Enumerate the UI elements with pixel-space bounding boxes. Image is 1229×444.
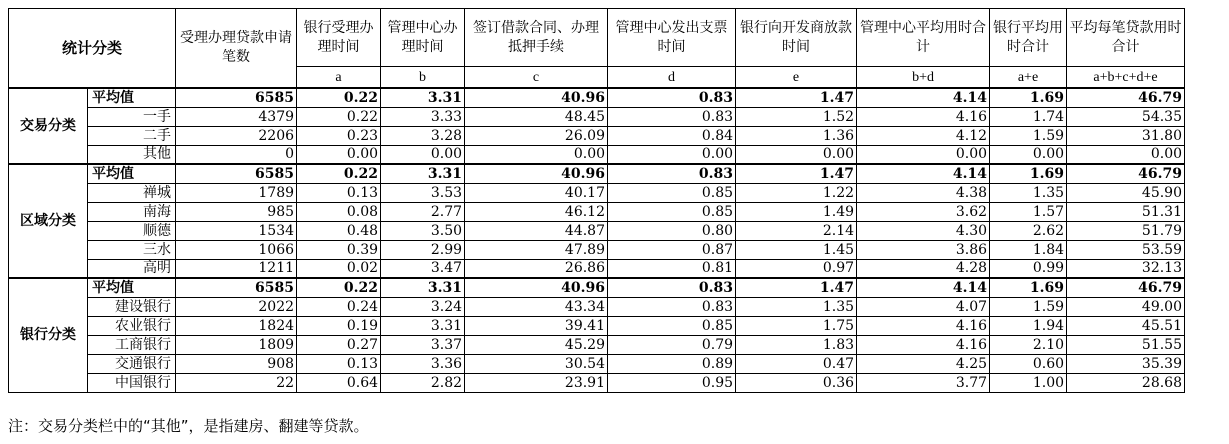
table-cell: 4.28 [857,259,990,278]
table-cell: 0.00 [465,145,608,164]
column-header: 管理中心发出支票时间 [608,9,736,67]
table-cell: 1.69 [990,164,1067,183]
table-cell: 51.55 [1067,335,1185,354]
table-cell: 45.51 [1067,316,1185,335]
row-label: 三水 [88,240,176,259]
row-label: 中国银行 [88,373,176,392]
table-cell: 0.64 [297,373,381,392]
table-cell: 1.47 [736,164,857,183]
table-row [9,183,1185,202]
table-cell: 46.12 [465,202,608,221]
table-cell: 2.77 [381,202,465,221]
table-cell: 0.97 [736,259,857,278]
column-header: 银行受理办理时间 [297,9,381,67]
table-cell: 1.69 [990,88,1067,107]
table-cell: 45.29 [465,335,608,354]
table-cell: 4.16 [857,335,990,354]
table-cell: 1.35 [736,297,857,316]
table-cell: 1066 [176,240,297,259]
table-cell: 45.90 [1067,183,1185,202]
table-body [9,88,1185,392]
table-cell: 0 [176,145,297,164]
table-cell: 0.22 [297,88,381,107]
table-cell: 0.84 [608,126,736,145]
column-header: 平均每笔贷款用时合计 [1067,9,1185,67]
table-cell: 2.62 [990,221,1067,240]
table-cell: 1.47 [736,88,857,107]
column-formula: e [736,67,857,89]
table-cell: 3.28 [381,126,465,145]
table-cell: 2.14 [736,221,857,240]
table-cell: 46.79 [1067,88,1185,107]
table-cell: 51.79 [1067,221,1185,240]
group-label: 交易分类 [9,88,88,164]
group-label: 区域分类 [9,164,88,278]
table-cell: 6585 [176,88,297,107]
table-cell: 0.83 [608,88,736,107]
table-cell: 2022 [176,297,297,316]
footnote: 注：交易分类栏中的“其他”，是指建房、翻建等贷款。 [8,417,369,435]
table-cell: 4.16 [857,107,990,126]
table-row [9,316,1185,335]
table-cell: 0.87 [608,240,736,259]
column-header: 管理中心平均用时合计 [857,9,990,67]
table-cell: 0.00 [857,145,990,164]
table-cell: 40.96 [465,278,608,297]
table-cell: 26.86 [465,259,608,278]
table-cell: 1.35 [990,183,1067,202]
table-cell: 1.00 [990,373,1067,392]
column-formula: d [608,67,736,89]
table-cell: 1.83 [736,335,857,354]
table-row [9,145,1185,164]
table-row [9,354,1185,373]
table-cell: 3.50 [381,221,465,240]
table-cell: 1.84 [990,240,1067,259]
table-cell: 4.12 [857,126,990,145]
table-cell: 23.91 [465,373,608,392]
table-cell: 3.47 [381,259,465,278]
table-cell: 0.83 [608,164,736,183]
table-cell: 4.16 [857,316,990,335]
corner-label: 统计分类 [9,9,176,89]
table-cell: 3.36 [381,354,465,373]
table-cell: 4.25 [857,354,990,373]
table-cell: 4379 [176,107,297,126]
table-cell: 1809 [176,335,297,354]
row-label: 平均值 [88,88,176,107]
table-cell: 3.37 [381,335,465,354]
table-cell: 46.79 [1067,164,1185,183]
table-cell: 1.74 [990,107,1067,126]
table-cell: 0.85 [608,183,736,202]
column-formula: a+e [990,67,1067,89]
table-cell: 4.07 [857,297,990,316]
table-cell: 2.99 [381,240,465,259]
table-cell: 40.17 [465,183,608,202]
table-cell: 32.13 [1067,259,1185,278]
table-row [9,164,1185,183]
table-row [9,107,1185,126]
table-cell: 1.59 [990,126,1067,145]
table-cell: 0.02 [297,259,381,278]
table-cell: 39.41 [465,316,608,335]
table-cell: 31.80 [1067,126,1185,145]
table-cell: 1.47 [736,278,857,297]
table-cell: 0.36 [736,373,857,392]
table-cell: 908 [176,354,297,373]
row-label: 其他 [88,145,176,164]
row-label: 平均值 [88,164,176,183]
table-cell: 0.39 [297,240,381,259]
table-cell: 0.95 [608,373,736,392]
table-row [9,88,1185,107]
row-label: 工商银行 [88,335,176,354]
table-cell: 1.69 [990,278,1067,297]
table-cell: 3.31 [381,278,465,297]
table-row [9,126,1185,145]
table-cell: 0.00 [297,145,381,164]
table-cell: 26.09 [465,126,608,145]
table-cell: 1211 [176,259,297,278]
table-cell: 6585 [176,164,297,183]
row-label: 平均值 [88,278,176,297]
statistics-table [8,8,1185,393]
table-row [9,259,1185,278]
column-header: 银行向开发商放款时间 [736,9,857,67]
table-cell: 28.68 [1067,373,1185,392]
table-cell: 1.22 [736,183,857,202]
row-label: 一手 [88,107,176,126]
table-cell: 0.99 [990,259,1067,278]
table-cell: 1789 [176,183,297,202]
table-cell: 0.19 [297,316,381,335]
table-cell: 4.38 [857,183,990,202]
table-cell: 0.13 [297,183,381,202]
table-cell: 53.59 [1067,240,1185,259]
table-cell: 54.35 [1067,107,1185,126]
table-row [9,240,1185,259]
table-cell: 0.23 [297,126,381,145]
table-cell: 4.14 [857,88,990,107]
table-cell: 49.00 [1067,297,1185,316]
table-cell: 0.79 [608,335,736,354]
table-cell: 3.62 [857,202,990,221]
table-cell: 0.48 [297,221,381,240]
table-cell: 0.80 [608,221,736,240]
table-cell: 0.13 [297,354,381,373]
table-row [9,335,1185,354]
table-cell: 1.75 [736,316,857,335]
table-cell: 0.83 [608,107,736,126]
table-cell: 30.54 [465,354,608,373]
table-cell: 22 [176,373,297,392]
column-formula: c [465,67,608,89]
column-formula: b+d [857,67,990,89]
table-cell: 0.22 [297,107,381,126]
table-cell: 46.79 [1067,278,1185,297]
table-cell: 40.96 [465,164,608,183]
table-header [9,9,1185,89]
header-row [9,9,1185,67]
table-cell: 4.14 [857,164,990,183]
table-cell: 0.00 [1067,145,1185,164]
table-cell: 43.34 [465,297,608,316]
table-cell: 0.22 [297,278,381,297]
table-cell: 3.77 [857,373,990,392]
column-formula: b [381,67,465,89]
table-row [9,373,1185,392]
row-label: 农业银行 [88,316,176,335]
table-cell: 985 [176,202,297,221]
table-cell: 1.52 [736,107,857,126]
table-cell: 3.53 [381,183,465,202]
row-label: 禅城 [88,183,176,202]
table-row [9,221,1185,240]
table-cell: 1824 [176,316,297,335]
table-cell: 0.00 [990,145,1067,164]
table-cell: 0.22 [297,164,381,183]
table-cell: 0.85 [608,316,736,335]
column-header: 签订借款合同、办理抵押手续 [465,9,608,67]
table-cell: 0.81 [608,259,736,278]
column-header: 银行平均用时合计 [990,9,1067,67]
table-cell: 2.82 [381,373,465,392]
table-cell: 3.33 [381,107,465,126]
table-cell: 0.00 [736,145,857,164]
row-label: 交通银行 [88,354,176,373]
table-cell: 6585 [176,278,297,297]
row-label: 建设银行 [88,297,176,316]
column-header: 受理办理贷款申请笔数 [176,9,297,89]
table-cell: 51.31 [1067,202,1185,221]
table-cell: 0.89 [608,354,736,373]
table-cell: 3.31 [381,316,465,335]
table-cell: 3.31 [381,88,465,107]
table-cell: 2206 [176,126,297,145]
table-cell: 1.94 [990,316,1067,335]
table-cell: 4.14 [857,278,990,297]
table-cell: 1.57 [990,202,1067,221]
row-label: 高明 [88,259,176,278]
table-cell: 3.86 [857,240,990,259]
table-cell: 4.30 [857,221,990,240]
table-cell: 1.36 [736,126,857,145]
table-cell: 40.96 [465,88,608,107]
table-cell: 0.00 [608,145,736,164]
row-label: 南海 [88,202,176,221]
table-cell: 1.49 [736,202,857,221]
table-cell: 35.39 [1067,354,1185,373]
table-cell: 3.31 [381,164,465,183]
row-label: 顺德 [88,221,176,240]
table-row [9,297,1185,316]
table-cell: 2.10 [990,335,1067,354]
table-cell: 0.47 [736,354,857,373]
table-row [9,202,1185,221]
table-cell: 1.59 [990,297,1067,316]
column-formula: a [297,67,381,89]
table-cell: 0.24 [297,297,381,316]
table-cell: 0.08 [297,202,381,221]
column-header: 管理中心办理时间 [381,9,465,67]
table-cell: 0.83 [608,297,736,316]
table-cell: 1.45 [736,240,857,259]
table-cell: 3.24 [381,297,465,316]
table-cell: 48.45 [465,107,608,126]
table-cell: 0.27 [297,335,381,354]
table-row [9,278,1185,297]
table-cell: 0.00 [381,145,465,164]
column-formula: a+b+c+d+e [1067,67,1185,89]
table-cell: 44.87 [465,221,608,240]
table-cell: 0.83 [608,278,736,297]
table-cell: 0.60 [990,354,1067,373]
table-cell: 47.89 [465,240,608,259]
table-cell: 0.85 [608,202,736,221]
group-label: 银行分类 [9,278,88,392]
table-cell: 1534 [176,221,297,240]
row-label: 二手 [88,126,176,145]
